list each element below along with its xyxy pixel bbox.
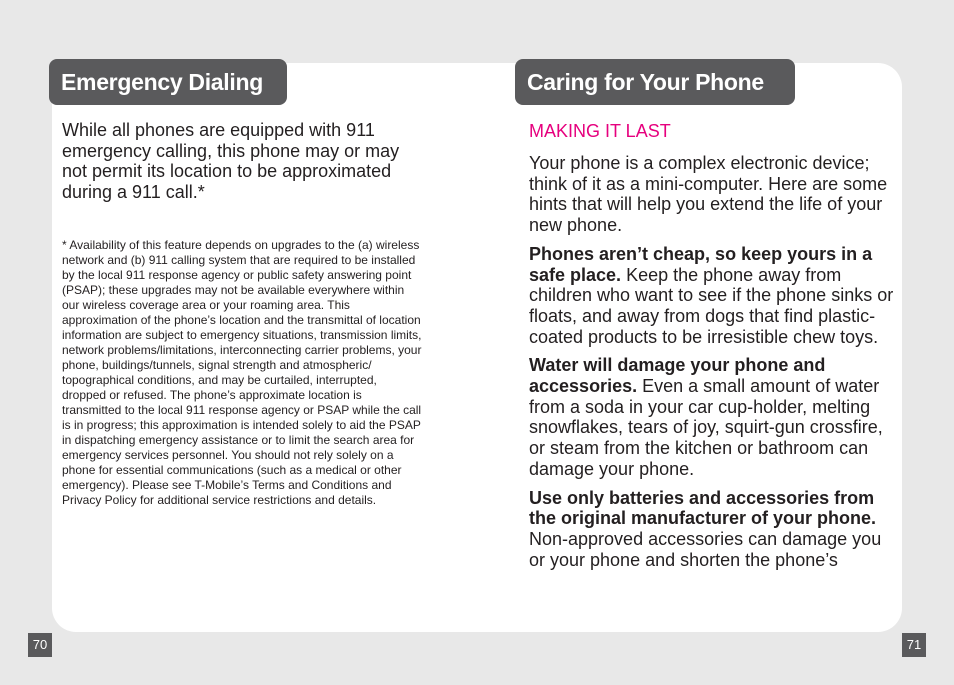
caring-intro-text: Your phone is a complex electronic device; think of it as a mini-computer. Here are some hints that will help you extend the life of your new phone. (529, 153, 888, 236)
making-it-last-subheading: MAKING IT LAST (529, 121, 671, 141)
page-number-right: 71 (902, 633, 926, 657)
tip-paragraph (529, 355, 899, 479)
tip-title: Use only batteries and accessories from the original manufacturer of your phone. (529, 487, 877, 529)
tip-title: Phones aren’t cheap, so keep yours in a safe place. (529, 243, 873, 285)
caring-for-phone-heading: Caring for Your Phone (515, 59, 795, 105)
emergency-footnote: * Availability of this feature depends on upgrades to the (a) wireless network and (b) 911 calling system that are required to be installed by the local 911 response agency or public safety answering point (PSAP); these upgrades may not be available everywhere within our wireless coverage area or your roaming area. This approximation of the phone’s location and the transmittal of location information are subject to emergency situations, transmission limits, network problems/limitations, interconnecting carrier problems, your phone, buildings/tunnels, signal strength and atmospheric/ topographical conditions, and may be curtailed, interrupted, dropped or refused. The phone’s approximate location is transmitted to the local 911 response agency or PSAP while the call is in progress; this approximation is intended solely to aid the PSAP in dispatching emergency assistance or to limit the search area for emergency services personnel. You should not rely solely on a phone for essential communications (such as a medical or other emergency). Please see T-Mobile’s Terms and Conditions and Privacy Policy for additional service restrictions and details. (62, 237, 422, 507)
tip-paragraph (529, 488, 899, 571)
emergency-dialing-heading: Emergency Dialing (49, 59, 287, 105)
emergency-intro-text: While all phones are equipped with 911 emergency calling, this phone may or may not permit its location to be approximated during a 911 call.* (62, 120, 400, 203)
tip-paragraph (529, 244, 899, 348)
page-number-left: 70 (28, 633, 52, 657)
left-column (62, 120, 422, 508)
tip-body: Keep the phone away from children who want to see if the phone sinks or floats, and away from dogs that find plastic-coated products to be irresistible chew toys. (529, 264, 894, 347)
right-column (529, 120, 899, 578)
tip-body: Even a small amount of water from a soda in your car cup-holder, melting snowflakes, tears of joy, squirt-gun crossfire, or steam from the kitchen or bathroom can damage your phone. (529, 376, 883, 479)
tip-body: Non-approved accessories can damage you or your phone and shorten the phone’s (529, 528, 882, 570)
tip-title: Water will damage your phone and accessories. (529, 355, 826, 397)
